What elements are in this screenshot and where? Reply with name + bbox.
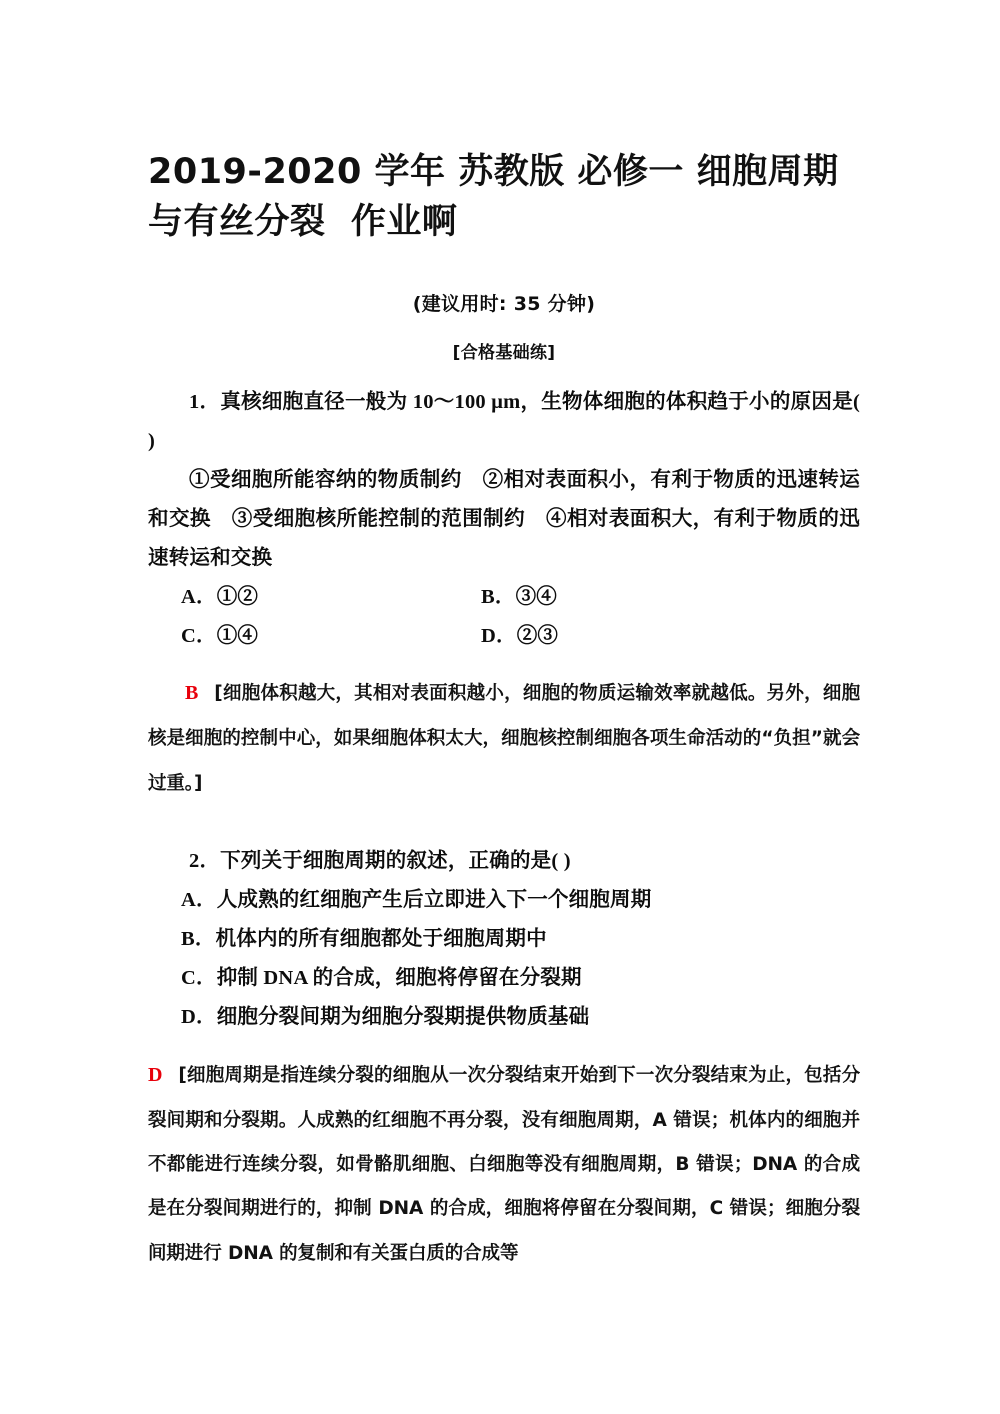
choice-option-a[interactable]: A．①② — [181, 586, 259, 609]
question-1-answer-letter: B — [185, 682, 199, 705]
section-tag-label: [合格基础练] — [452, 343, 556, 364]
choice-option-c[interactable]: C．抑制 DNA 的合成，细胞将停留在分裂期 — [181, 966, 582, 989]
question-1-explanation: [细胞体积越大，其相对表面积越小，细胞的物质运输效率就越低。另外，细胞核是细胞的控制中心，如果细胞体积太大，细胞核控制细胞各项生命活动的“负担”就会过重。] — [148, 683, 860, 794]
choice-option-d[interactable]: D．细胞分裂间期为细胞分裂期提供物质基础 — [181, 1005, 590, 1028]
question-2-choices — [148, 881, 860, 1037]
choice-option-d[interactable]: D．②③ — [481, 624, 559, 647]
question-1-answer-block — [148, 655, 860, 806]
question-1-statements: ①受细胞所能容纳的物质制约 ②相对表面积小，有利于物质的迅速转运和交换 ③受细胞核所能控制的范围制约 ④相对表面积大，有利于物质的迅速转运和交换 — [148, 469, 860, 570]
question-2-explanation: [细胞周期是指连续分裂的细胞从一次分裂结束开始到下一次分裂结束为止，包括分裂间期和分裂期。人成熟的红细胞不再分裂，没有细胞周期，A 错误；机体内的细胞并不都能进行连续分裂，如骨骼肌细胞、白细胞等没有细胞周期，B 错误；DNA 的合成是在分裂间期进行的，抑制 DNA 的合成，细胞将停留在分裂间期，C 错误；细胞分裂间期进行 DNA 的复制和有关蛋白质的合成等 — [148, 1064, 860, 1264]
page-title: 2019-2020 学年 苏教版 必修一 细胞周期与有丝分裂 作业啊 — [148, 152, 839, 242]
content-column — [148, 0, 860, 1276]
question-2-stem: 2．下列关于细胞周期的叙述，正确的是( ) — [189, 849, 571, 872]
question-1-choices — [148, 578, 860, 655]
choice-option-b[interactable]: B．③④ — [481, 586, 557, 609]
choice-option-c[interactable]: C．①④ — [181, 624, 259, 647]
choice-option-b[interactable]: B．机体内的所有细胞都处于细胞周期中 — [181, 927, 547, 950]
question-1-stem: 1．真核细胞直径一般为 10～100 μm，生物体细胞的体积趋于小的原因是( ) — [148, 391, 860, 453]
question-1 — [148, 363, 860, 806]
suggested-time-label: (建议用时: 35 分钟) — [412, 293, 596, 316]
question-2 — [148, 822, 860, 1276]
block-spacer — [148, 806, 860, 822]
question-2-answer-letter: D — [148, 1063, 163, 1086]
choice-option-a[interactable]: A．人成熟的红细胞产生后立即进入下一个细胞周期 — [181, 888, 652, 911]
question-2-answer-block — [148, 1037, 860, 1277]
